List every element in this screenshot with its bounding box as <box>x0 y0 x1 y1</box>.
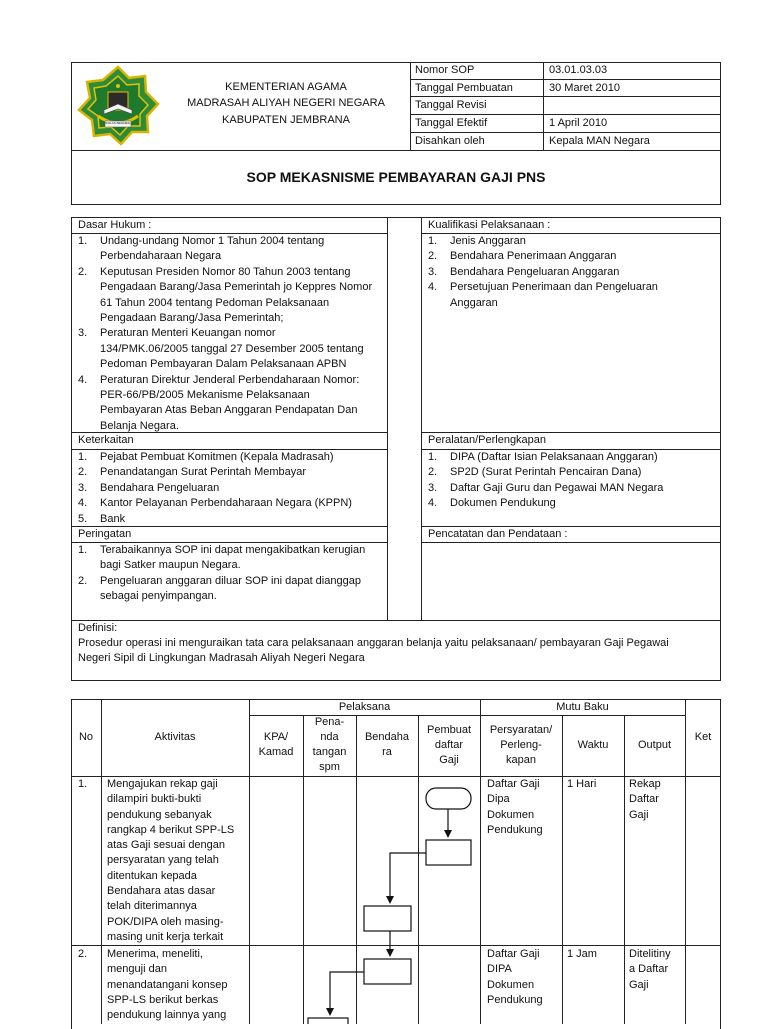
flow-start-terminator <box>426 788 471 809</box>
meta-label-nomor: Nomor SOP <box>415 64 475 76</box>
dasar-hukum-heading: Dasar Hukum : <box>78 219 152 231</box>
row-1-aktivitas: Mengajukan rekap gaji dilampiri bukti-bukti pendukung sebanyak rangkap 4 berikut SPP-LS atas Gaji sesuai dengan persyaratan yang telah ditentukan kepada Bendahara atas dasar telah diterimannya POK/DIPA oleh masing- masing unit kerja terkait <box>107 778 235 943</box>
row-1-persyaratan: Daftar Gaji Dipa Dokumen Pendukung <box>487 778 543 836</box>
definisi-line-1: Prosedur operasi ini menguraikan tata cara pelaksanaan anggaran belanja yaitu pelaksanaan/ pembayaran Gaji Pegawai <box>78 637 669 649</box>
header-aktivitas: Aktivitas <box>154 731 196 743</box>
header-ket: Ket <box>694 731 712 743</box>
meta-value-pembuatan: 30 Maret 2010 <box>549 82 620 94</box>
flow-process-box <box>364 906 411 931</box>
kualifikasi-heading: Kualifikasi Pelaksanaan : <box>428 219 551 231</box>
pencatatan-heading: Pencatatan dan Pendataan : <box>428 528 568 540</box>
row-2-output: Ditelitiny a Daftar Gaji <box>629 948 671 991</box>
header-penandatangan: Pena- nda tangan spm <box>312 716 347 773</box>
list-item: 1. Jenis Anggaran <box>428 235 526 247</box>
row-1-output: Rekap Daftar Gaji <box>629 778 661 821</box>
header-mutu-baku: Mutu Baku <box>556 701 609 713</box>
institution-line-2: MADRASAH ALIYAH NEGERI NEGARA <box>187 97 385 109</box>
meta-value-disahkan: Kepala MAN Negara <box>549 135 650 147</box>
row-2-persyaratan: Daftar Gaji DIPA Dokumen Pendukung <box>487 948 543 1006</box>
definisi-line-2: Negeri Sipil di Lingkungan Madrasah Aliyah Negeri Negara <box>78 652 365 664</box>
list-item: 4. Kantor Pelayanan Perbendaharaan Negara (KPPN) <box>78 497 352 510</box>
page-title: SOP MEKASNISME PEMBAYARAN GAJI PNS <box>246 169 546 185</box>
peringatan-heading: Peringatan <box>78 528 132 540</box>
meta-label-disahkan: Disahkan oleh <box>415 135 485 147</box>
row-2-no: 2. <box>78 948 88 960</box>
list-item: 5. Bank <box>78 512 126 525</box>
list-item: 2. Keputusan Presiden Nomor 80 Tahun 2003 tentang Pengadaan Barang/Jasa Pemerintah jo Keppres Nomor 61 Tahun 2004 tentang Pedoman Pelaksanaan Pengadaan Barang/Jasa Pemerintah; <box>78 265 373 325</box>
row-1-waktu: 1 Hari <box>567 778 597 790</box>
list-item: 2. Bendahara Penerimaan Anggaran <box>428 250 617 263</box>
header-waktu: Waktu <box>577 739 609 751</box>
list-item: 3. Peraturan Menteri Keuangan nomor 134/PMK.06/2005 tanggal 27 Desember 2005 tentang Pedoman Pembayaran Dalam Pelaksanaan APBN <box>78 327 364 371</box>
flow-process-box <box>426 840 471 865</box>
meta-value-efektif: 1 April 2010 <box>549 117 608 129</box>
header-output: Output <box>637 739 672 751</box>
list-item: 2. Pengeluaran anggaran diluar SOP ini dapat dianggap sebagai penyimpangan. <box>78 574 361 603</box>
header-kpa: KPA/ Kamad <box>258 731 294 758</box>
meta-label-pembuatan: Tanggal Pembuatan <box>415 82 513 94</box>
list-item: 2. Penandatangan Surat Perintah Membayar <box>78 466 307 479</box>
flow-connector <box>330 972 364 1012</box>
list-item: 3. Bendahara Pengeluaran <box>78 481 220 494</box>
list-item: 3. Bendahara Pengeluaran Anggaran <box>428 265 620 278</box>
list-item: 2. SP2D (Surat Perintah Pencairan Dana) <box>428 466 642 479</box>
meta-label-efektif: Tanggal Efektif <box>415 117 488 129</box>
header-persyaratan: Persyaratan/ Perleng- kapan <box>489 724 553 766</box>
list-item: 1. DIPA (Daftar Isian Pelaksanaan Anggaran) <box>428 451 658 463</box>
list-item: 4. Persetujuan Penerimaan dan Pengeluaran Anggaran <box>428 281 658 309</box>
flow-connector <box>390 853 426 900</box>
list-item: 1. Terabaikannya SOP ini dapat mengakibatkan kerugian bagi Satker maupun Negara. <box>78 544 366 572</box>
meta-value-nomor: 03.01.03.03 <box>549 64 608 76</box>
list-item: 4. Dokumen Pendukung <box>428 497 556 510</box>
list-item: 3. Daftar Gaji Guru dan Pegawai MAN Negara <box>428 481 664 494</box>
institution-line-1: KEMENTERIAN AGAMA <box>225 81 347 93</box>
header-pembuat: Pembuat daftar Gaji <box>426 724 472 766</box>
definisi-heading: Definisi: <box>78 622 118 634</box>
list-item: 1. Undang-undang Nomor 1 Tahun 2004 tentang Perbendaharaan Negara <box>78 235 325 263</box>
row-1-no: 1. <box>78 778 88 790</box>
meta-label-revisi: Tanggal Revisi <box>415 99 487 111</box>
list-item: 1. Pejabat Pembuat Komitmen (Kepala Madrasah) <box>78 451 334 463</box>
row-2-waktu: 1 Jam <box>567 948 597 960</box>
flow-process-box <box>364 959 411 984</box>
list-item: 4. Peraturan Direktur Jenderal Perbendaharaan Nomor: PER-66/PB/2005 Mekanisme Pelaksanaan Pembayaran Atas Beban Anggaran Pendapatan Dan Belanja Negara. <box>78 373 360 432</box>
header-bendahara: Bendaha ra <box>364 731 410 758</box>
institution-line-3: KABUPATEN JEMBRANA <box>222 114 350 126</box>
peralatan-heading: Peralatan/Perlengkapan <box>428 434 547 446</box>
keterkaitan-heading: Keterkaitan <box>78 434 134 446</box>
header-no: No <box>78 731 94 743</box>
header-pelaksana: Pelaksana <box>338 701 391 713</box>
logo-motto: IKHLAS BERAMAL <box>105 121 131 125</box>
row-2-aktivitas: Menerima, meneliti, menguji dan menandatangani konsep SPP-LS berikut berkas pendukung lainnya yang <box>107 948 228 1022</box>
flow-process-box <box>308 1018 348 1024</box>
